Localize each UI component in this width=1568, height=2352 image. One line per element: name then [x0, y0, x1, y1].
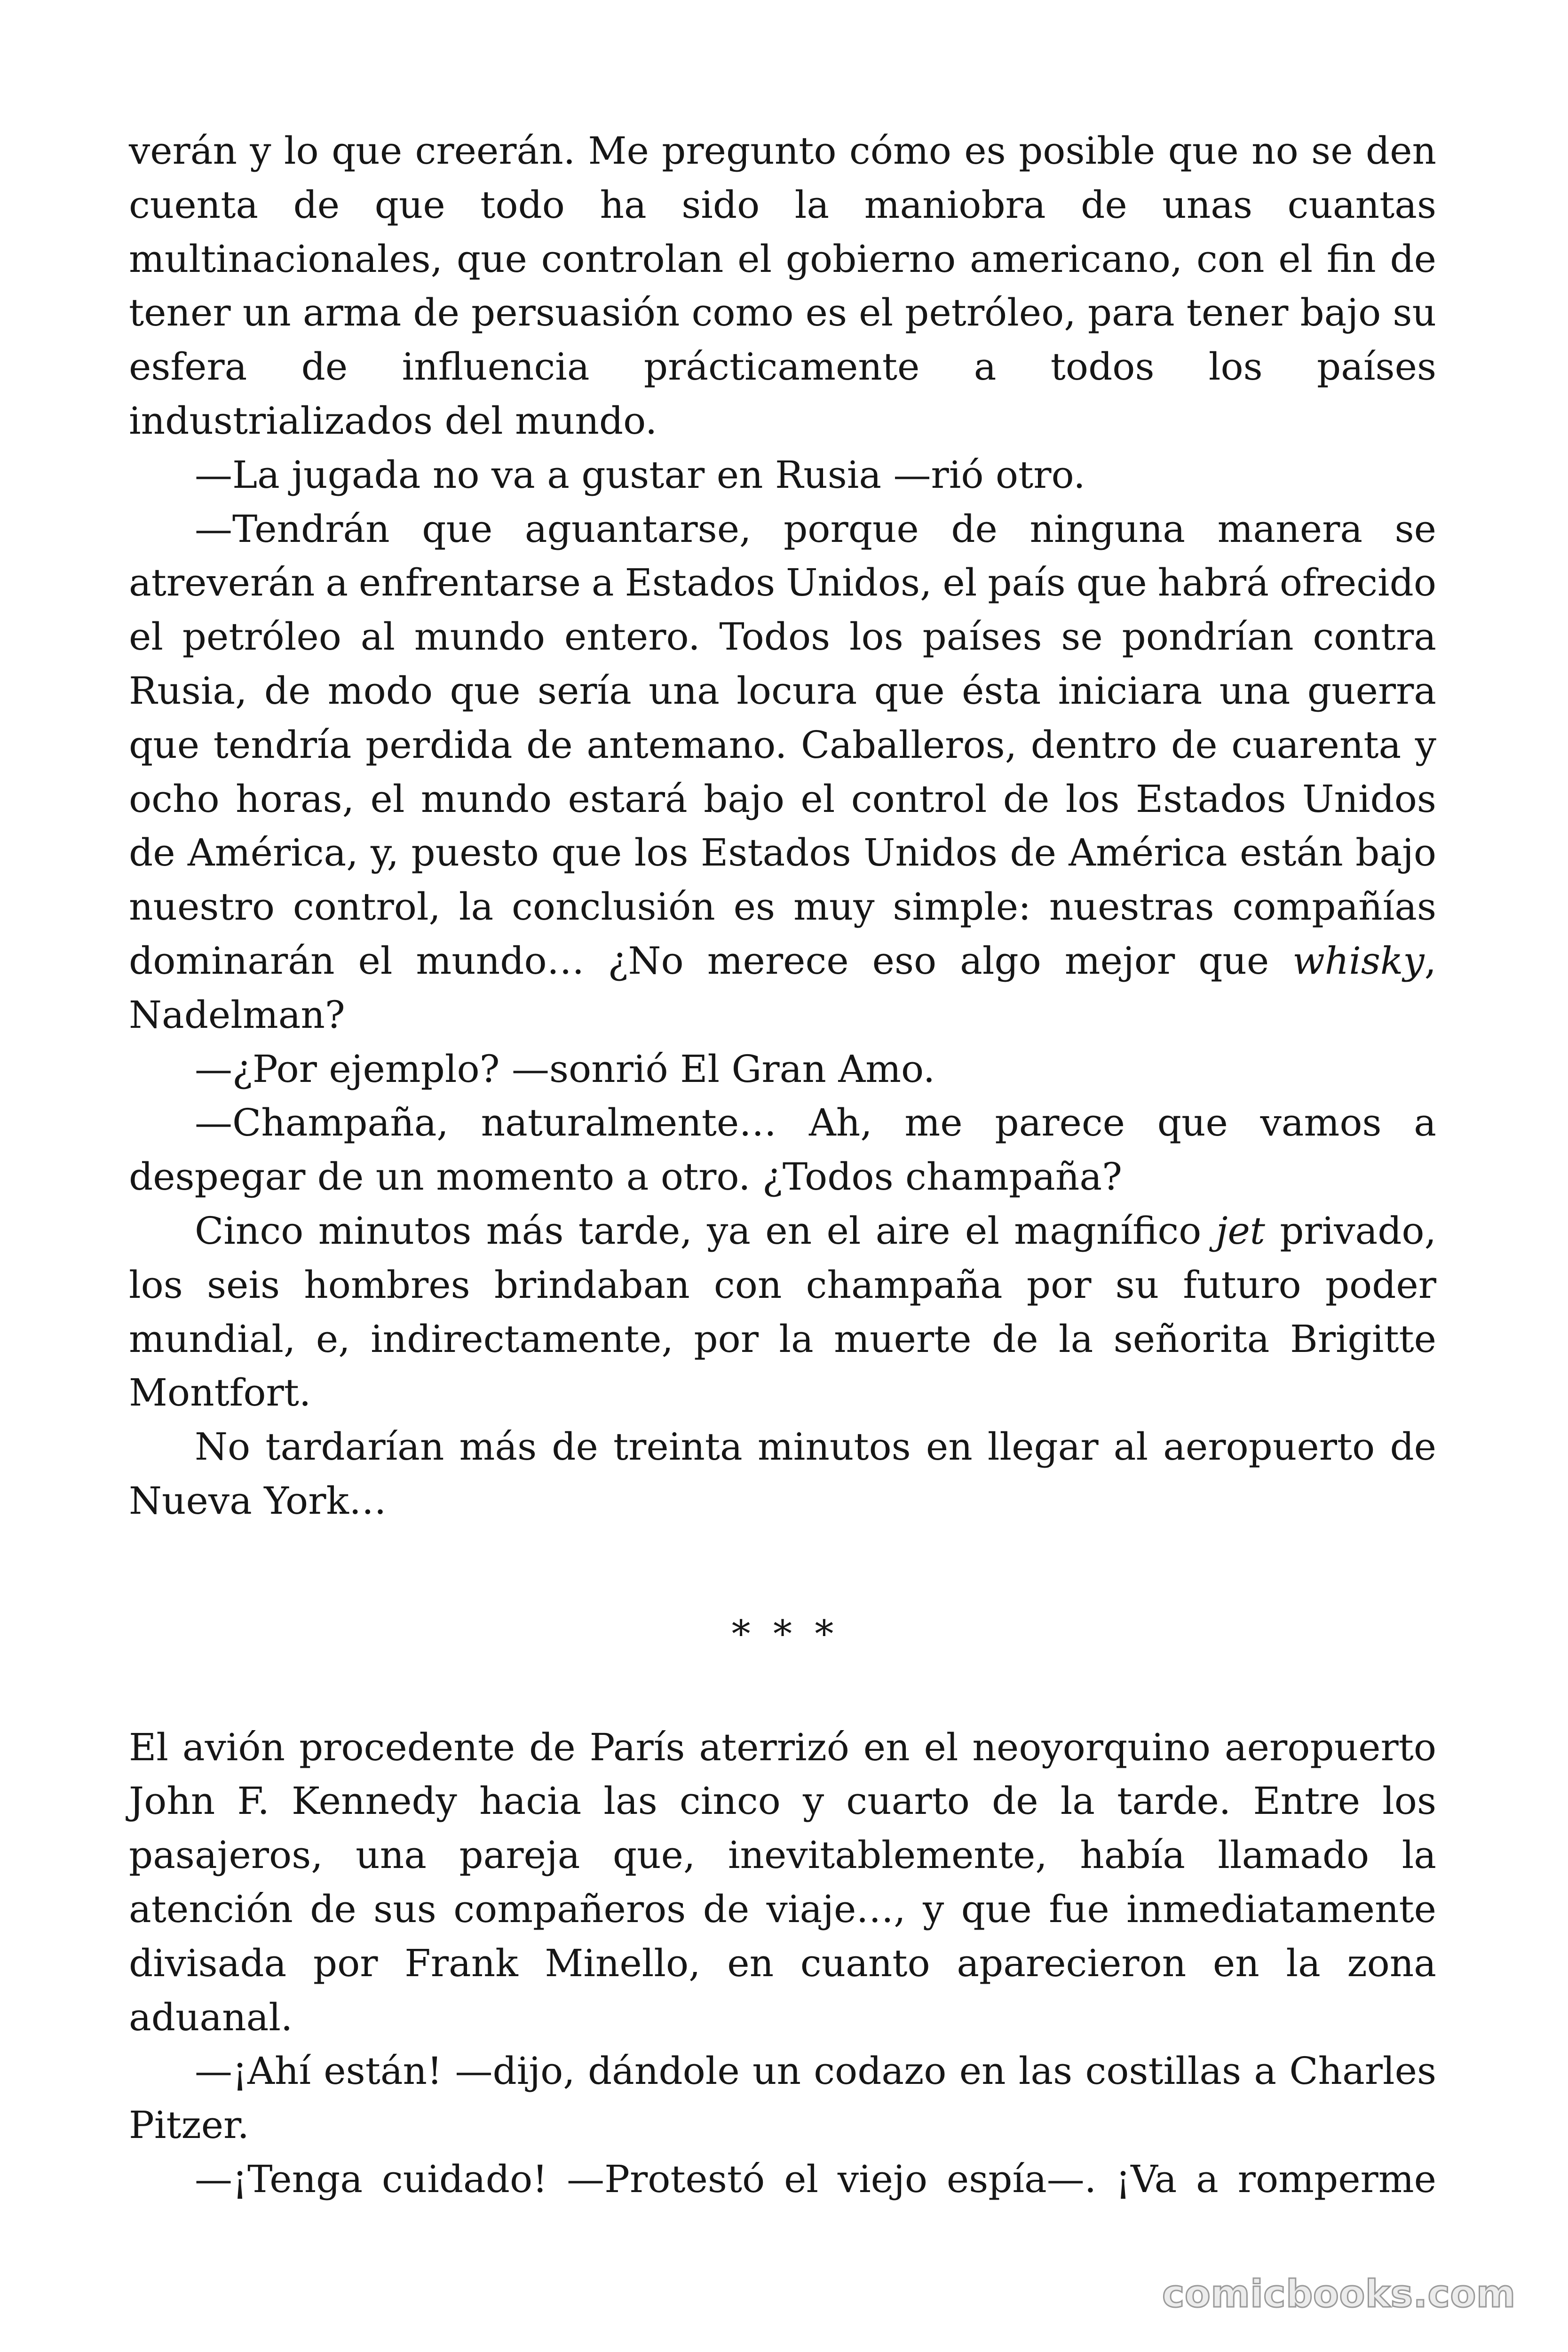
text-run: Cinco minutos más tarde, ya en el aire el magnífico [195, 1208, 1216, 1253]
line-text: —Champaña, naturalmente… Ah, me parece que vamos a [195, 1101, 1436, 1145]
text-line [129, 1204, 1436, 1258]
text-line [129, 1991, 1436, 2045]
line-text: aduanal. [129, 1995, 293, 2039]
paragraph [129, 502, 1436, 1042]
text-line [129, 1150, 1436, 1204]
line-text: John F. Kennedy hacia las cinco y cuarto de la tarde. Entre los [129, 1779, 1436, 1823]
line-text: —La jugada no va a gustar en Rusia —rió otro. [195, 453, 1085, 497]
text-line [129, 1774, 1436, 1828]
line-text: —¿Por ejemplo? —sonrió El Gran Amo. [195, 1047, 935, 1091]
line-text: verán y lo que creerán. Me pregunto cómo es posible que no se den [129, 129, 1436, 173]
line-text: atención de sus compañeros de viaje…, y que fue inmediatamente [129, 1887, 1436, 1931]
line-text: nuestro control, la conclusión es muy simple: nuestras compañías [129, 885, 1436, 929]
text-run: privado, [1265, 1208, 1437, 1253]
text-line [129, 2044, 1436, 2098]
text-line [129, 556, 1436, 610]
line-text [129, 939, 1436, 983]
line-text: —¡Tenga cuidado! —Protestó el viejo espía—. ¡Va a romperme [195, 2157, 1436, 2201]
text-line [129, 934, 1436, 988]
paragraph [129, 1096, 1436, 1204]
text-section [129, 124, 1436, 1528]
line-text: cuenta de que todo ha sido la maniobra de unas cuantas [129, 183, 1436, 227]
line-text: pasajeros, una pareja que, inevitablemente, había llamado la [129, 1833, 1436, 1877]
paragraph [129, 2044, 1436, 2153]
text-line [129, 1096, 1436, 1150]
text-run: , [1424, 938, 1436, 983]
line-text: —¡Ahí están! —dijo, dándole un codazo en las costillas a Charles [195, 2049, 1436, 2093]
line-text: tener un arma de persuasión como es el petróleo, para tener bajo su [129, 291, 1436, 335]
text-line [129, 124, 1436, 178]
text-line [129, 2098, 1436, 2153]
paragraph [129, 1204, 1436, 1420]
text-line [129, 1828, 1436, 1883]
line-text: Nueva York… [129, 1478, 387, 1523]
text-line [129, 610, 1436, 664]
paragraph [129, 2153, 1436, 2207]
text-line [129, 1312, 1436, 1367]
text-line [129, 2153, 1436, 2207]
text-line [129, 1366, 1436, 1420]
text-line [129, 664, 1436, 718]
section-break: * * * [731, 1612, 834, 1656]
line-text: que tendría perdida de antemano. Caballeros, dentro de cuarenta y [129, 723, 1436, 767]
paragraph [129, 1042, 1436, 1097]
text-column [129, 124, 1436, 2207]
text-line [129, 1937, 1436, 1991]
paragraph [129, 124, 1436, 448]
line-text: industrializados del mundo. [129, 398, 657, 443]
line-text: El avión procedente de París aterrizó en el neoyorquino aeropuerto [129, 1725, 1436, 1769]
line-text: No tardarían más de treinta minutos en llegar al aeropuerto de [195, 1425, 1436, 1469]
text-line [129, 394, 1436, 448]
line-text: divisada por Frank Minello, en cuanto aparecieron en la zona [129, 1941, 1436, 1985]
line-text: multinacionales, que controlan el gobierno americano, con el fin de [129, 237, 1436, 281]
text-line [129, 502, 1436, 556]
text-line [129, 178, 1436, 232]
line-text: Nadelman? [129, 993, 345, 1037]
line-text: ocho horas, el mundo estará bajo el control de los Estados Unidos [129, 777, 1436, 821]
line-text: Montfort. [129, 1371, 311, 1415]
text-section [129, 1721, 1436, 2207]
text-line [129, 232, 1436, 286]
paragraph [129, 1721, 1436, 2045]
text-line [129, 718, 1436, 772]
text-line [129, 826, 1436, 880]
text-line [129, 1474, 1436, 1528]
line-text: Rusia, de modo que sería una locura que ésta iniciara una guerra [129, 668, 1436, 713]
line-text: Pitzer. [129, 2103, 249, 2147]
paragraph [129, 1420, 1436, 1528]
line-text: —Tendrán que aguantarse, porque de ninguna manera se [195, 507, 1436, 551]
emphasized-word: whisky [1292, 938, 1425, 983]
line-text: despegar de un momento a otro. ¿Todos champaña? [129, 1155, 1122, 1199]
line-text: mundial, e, indirectamente, por la muerte de la señorita Brigitte [129, 1317, 1436, 1361]
text-line [129, 880, 1436, 934]
text-line [129, 448, 1436, 502]
text-line [129, 286, 1436, 340]
text-line [129, 1042, 1436, 1097]
text-line [129, 988, 1436, 1042]
line-text [195, 1209, 1436, 1253]
text-line [129, 1883, 1436, 1937]
watermark: comicbooks.com [1162, 2272, 1516, 2316]
text-run: dominarán el mundo… ¿No merece eso algo mejor que [129, 938, 1293, 983]
text-line [129, 340, 1436, 394]
text-line [129, 1721, 1436, 1775]
text-line [129, 1258, 1436, 1312]
text-line [129, 1420, 1436, 1474]
line-text: atreverán a enfrentarse a Estados Unidos, el país que habrá ofrecido [129, 561, 1436, 605]
line-text: los seis hombres brindaban con champaña por su futuro poder [129, 1263, 1436, 1307]
line-text: de América, y, puesto que los Estados Unidos de América están bajo [129, 831, 1436, 875]
emphasized-word: jet [1216, 1208, 1265, 1253]
paragraph [129, 448, 1436, 502]
line-text: esfera de influencia prácticamente a todos los países [129, 345, 1436, 389]
text-line [129, 772, 1436, 826]
line-text: el petróleo al mundo entero. Todos los países se pondrían contra [129, 615, 1436, 659]
